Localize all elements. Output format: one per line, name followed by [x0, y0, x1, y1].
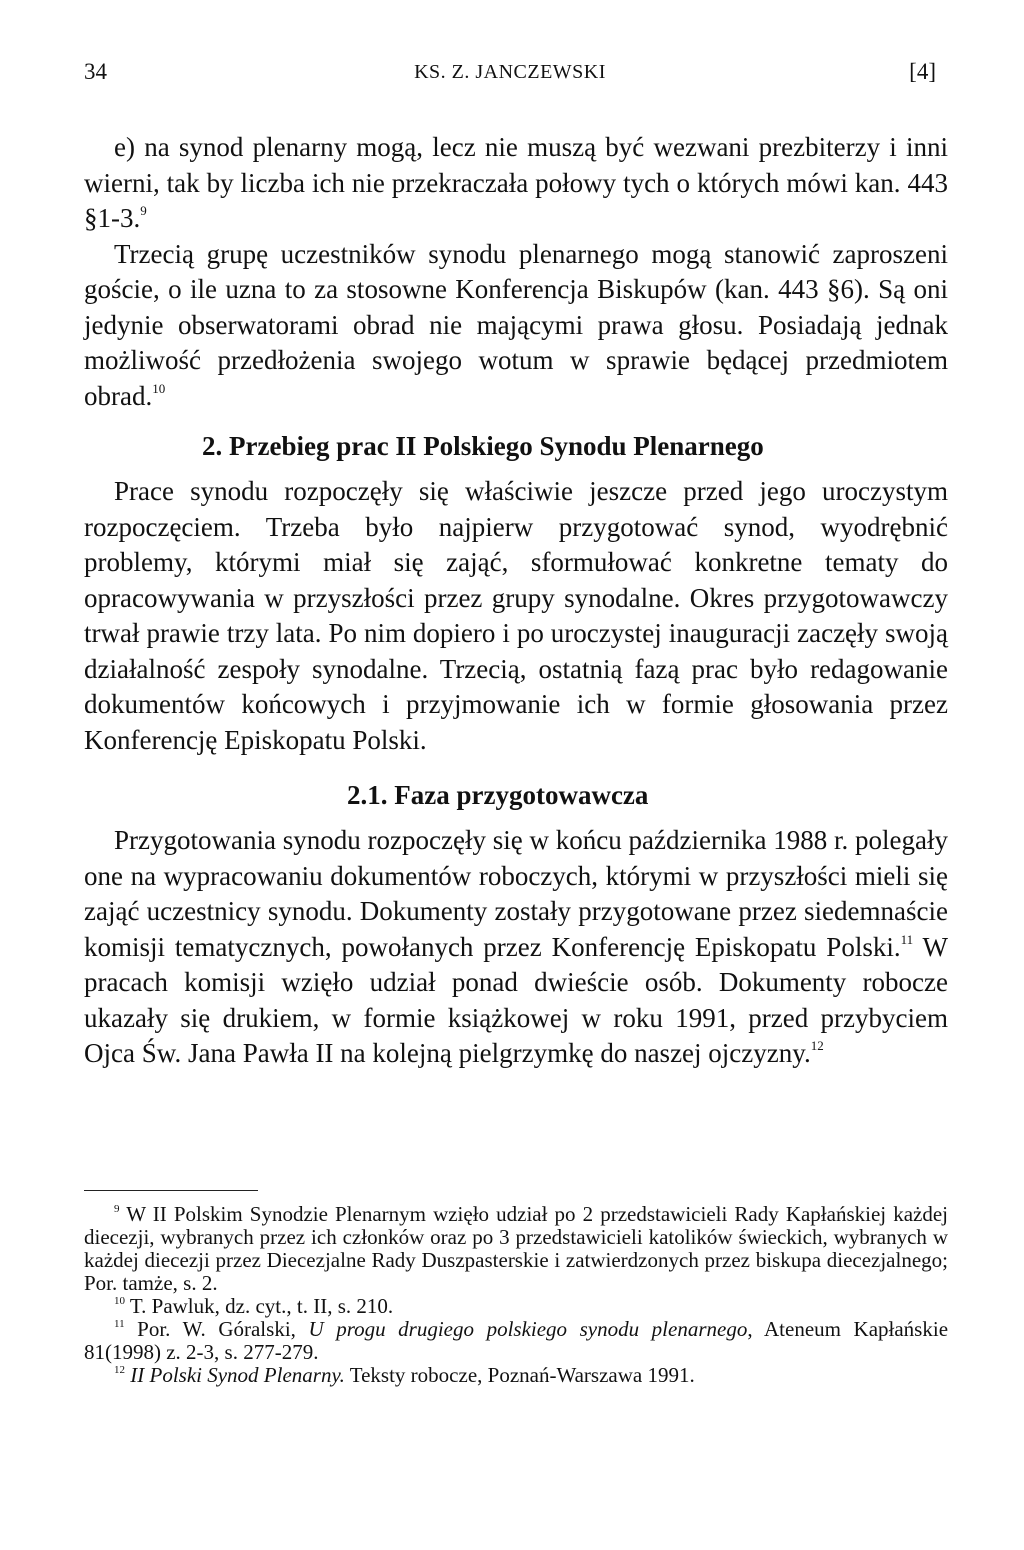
footnote-ref-9[interactable]: 9 — [140, 203, 147, 218]
paragraph-2-1-b-text: W pracach komisji wzięło udział ponad dwieście osób. Dokumenty robocze ukazały się drukiem, w formie książkowej w roku 1991, przed przybyciem Ojca Św. Jana Pawła II na kolejną pielgrzymkę do naszej ojczyzny. — [84, 931, 949, 1068]
paragraph-guests-text: Trzecią grupę uczestników synodu plenarnego mogą stanowić zaproszeni goście, o ile uzna to za stosowne Konferencja Biskupów (kan. 443 §6). Są oni jedynie obserwatorami obrad nie mającymi prawa głosu. Posiadają jednak możliwość przedłożenia swojego wotum w sprawie będącej przedmiotem obrad. — [84, 238, 948, 411]
running-head-author: KS. Z. JANCZEWSKI — [414, 61, 606, 83]
section-heading-2: 2. Przebieg prac II Polskiego Synodu Plenarnego — [202, 431, 764, 461]
footnote-12-mark: 12 — [114, 1364, 125, 1376]
paragraph-2: Prace synodu rozpoczęły się właściwie jeszcze przed jego uroczystym rozpoczęciem. Trzeba było najpierw przygotować synod, wyodrębnić problemy, którymi miał się zająć, sformułować konkretne tematy do opracowywania w przyszłości przez grupy synodalne. Okres przygotowawczy trwał prawie trzy lata. Po nim dopiero i po uroczystej inauguracji zaczęły swoją działalność zespoły synodalne. Trzecią, ostatnią fazą prac było redagowanie dokumentów końcowych i przyjmowanie ich w formie głosowania przez Konferencję Episkopatu Polski. — [84, 476, 948, 755]
footnote-10 — [84, 1295, 948, 1318]
footnote-12 — [84, 1364, 948, 1387]
footnote-ref-11[interactable]: 11 — [900, 931, 914, 947]
footnote-9-mark: 9 — [114, 1203, 120, 1215]
footnote-9-text: W II Polskim Synodzie Plenarnym wzięło udział po 2 przedstawicieli Rady Kapłańskiej każdej diecezji, wybranych przez ich członków oraz po 3 przedstawicieli katolików świeckich, wybranych w każdej diecezji przez Diecezjalne Rady Duszpasterskie i zatwierdzonych przez biskupa diecezjalnego; Por. tamże, s. 2. — [84, 1202, 949, 1295]
footnote-11-post: , Ateneum Kapłańskie 81(1998) z. 2-3, s. 277-279. — [84, 1317, 949, 1364]
footnote-10-mark: 10 — [114, 1295, 125, 1307]
footnote-11-title: U progu drugiego polskiego synodu plenarnego — [308, 1317, 748, 1341]
section-marker: [4] — [909, 59, 936, 84]
paragraph-2-1-a — [84, 823, 948, 1072]
section-heading-2-1: 2.1. Faza przygotowawcza — [347, 780, 649, 810]
footnote-separator — [84, 1190, 258, 1191]
footnote-12-title: II Polski Synod Plenarny. — [130, 1363, 345, 1387]
footnote-11-mark: 11 — [114, 1318, 125, 1330]
footnote-11-pre: Por. W. Góralski, — [137, 1317, 309, 1341]
footnote-11 — [84, 1318, 948, 1364]
paragraph-2-1-a-text: Przygotowania synodu rozpoczęły się w końcu października 1988 r. polegały one na wypracowaniu dokumentów roboczych, którymi w przyszłości mieli się zająć uczestnicy synodu. Dokumenty zostały przygotowane przez siedemnaście komisji tematycznych, powołanych przez Konferencję Episkopatu Polski. — [84, 825, 948, 962]
paragraph-e-text: e) na synod plenarny mogą, lecz nie muszą być wezwani prezbiterzy i inni wierni, tak by liczba ich nie przekraczała połowy tych o których mówi kan. 443 §1-3. — [84, 132, 948, 233]
paragraph-guests — [84, 237, 948, 415]
main-text — [84, 130, 948, 1072]
footnote-ref-10[interactable]: 10 — [152, 380, 166, 396]
footnote-ref-12[interactable]: 12 — [810, 1038, 824, 1053]
footnotes — [84, 1203, 948, 1387]
page-number: 34 — [84, 59, 107, 84]
footnote-10-text: T. Pawluk, dz. cyt., t. II, s. 210. — [129, 1294, 394, 1318]
page-header — [84, 52, 936, 92]
footnote-9 — [84, 1203, 948, 1295]
paragraph-e — [84, 130, 948, 237]
footnote-12-post: Teksty robocze, Poznań-Warszawa 1991. — [344, 1363, 695, 1387]
